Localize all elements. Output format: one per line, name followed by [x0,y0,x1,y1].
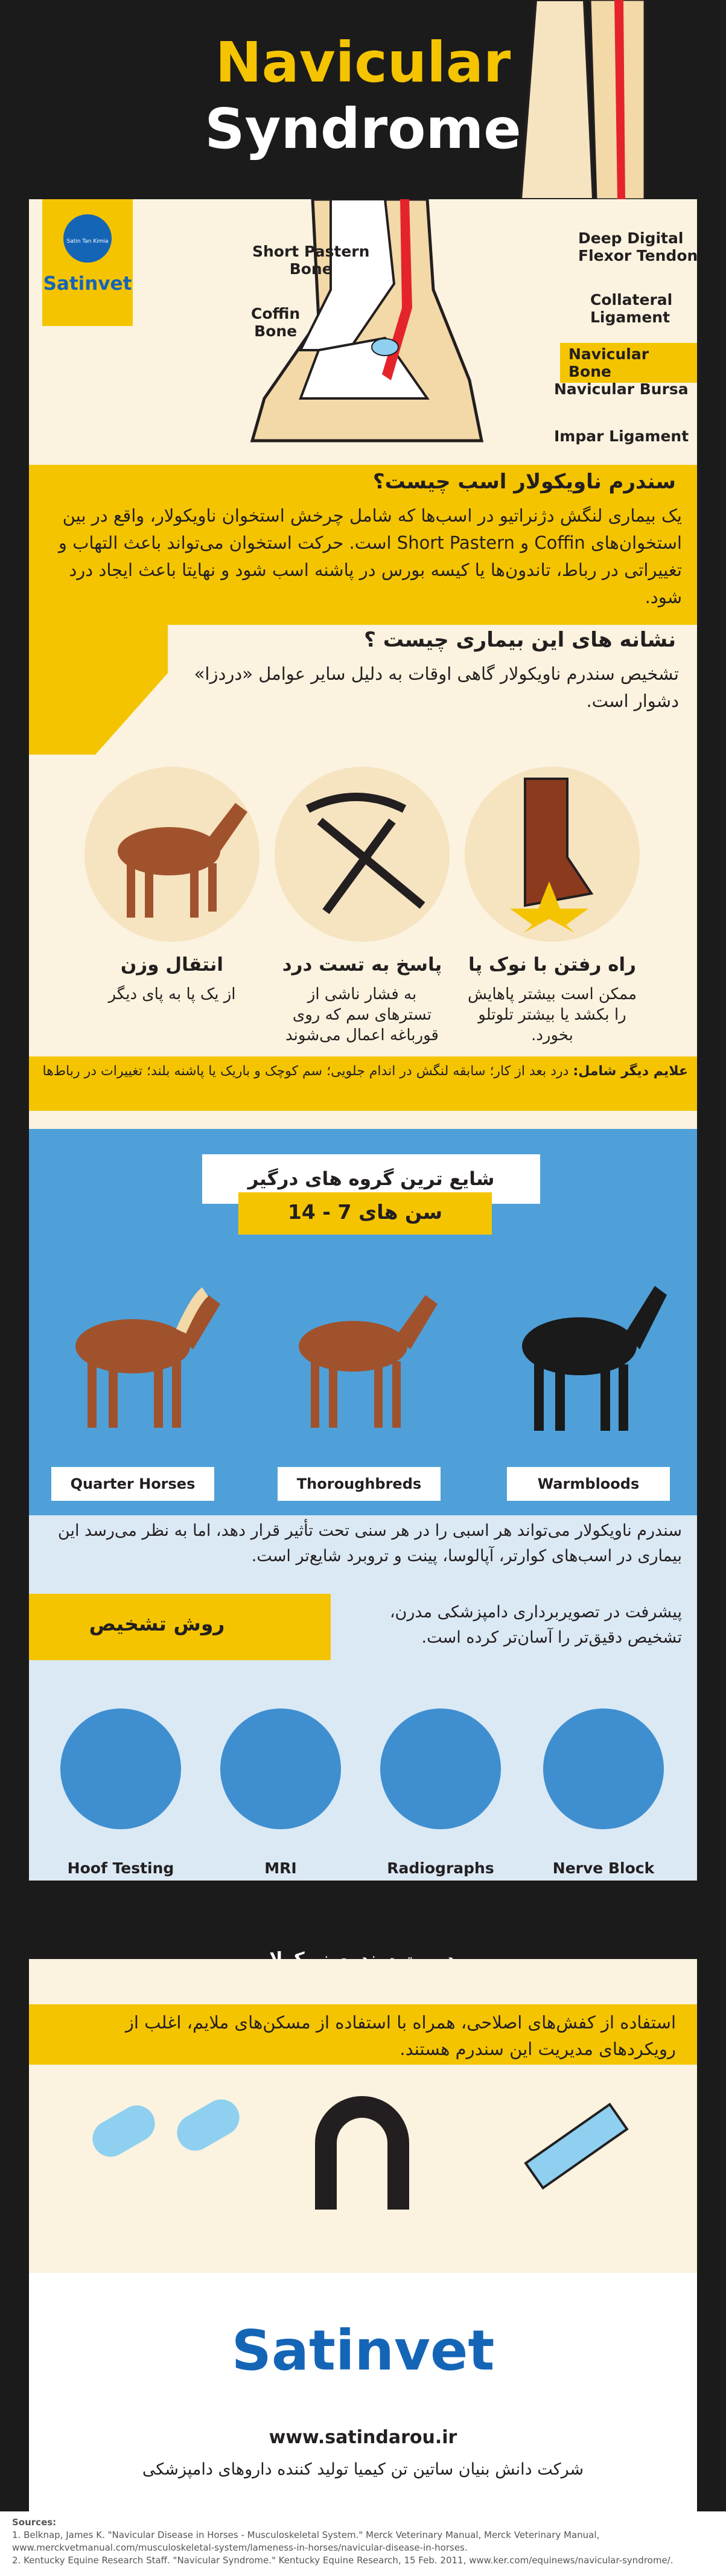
title-line-2: Syndrome [205,97,521,161]
diagnosis-body: پیشرفت در تصویربرداری دامپزشکی مدرن، تشخیص دقیق‌تر را آسان‌تر کرده است. [389,1603,682,1647]
symptom-title-1: راه رفتن با نوک پا [468,954,637,976]
breed-quarter: Quarter Horses [51,1467,214,1501]
other-signs-body: درد بعد از کار؛ سابقه لنگش در اندام جلویی؛ سم کوچک و باریک یا پاشنه بلند؛ تغییرات در رباط‌ها [42,1064,569,1079]
label-deep-digital: Deep Digital Flexor Tendon [578,229,698,264]
symptom-title-3: انتقال وزن [120,954,224,976]
anatomy-panel [29,199,697,465]
method-hoof-testing: Hoof Testing [67,1859,174,1877]
brand-badge [42,199,133,326]
title-block [29,0,697,199]
label-navicular-bursa: Navicular Bursa [554,380,689,398]
breed-thoroughbred: Thoroughbreds [278,1467,441,1501]
method-mri: MRI [264,1859,297,1877]
other-signs-label: علایم دیگر شامل: [573,1064,688,1079]
pills-icon [66,2089,260,2210]
symptom-body-3: از یک پا به پای دیگر [108,985,236,1003]
footer-logo: Satinvet [231,2318,495,2383]
what-heading: سندرم ناویکولار اسب چیست؟ [372,470,676,494]
method-nerve-block: Nerve Block [552,1859,655,1877]
badge-brand: Satinvet [43,273,132,295]
thoroughbred-icon [269,1280,450,1437]
badge-small-text: Satin Tan Kimia [66,238,109,244]
quarter-horse-icon [48,1280,229,1437]
sources [12,2516,712,2567]
diagnosis-label: روش تشخیص [89,1612,225,1635]
symptom-body-2: به فشار ناشی از تسترهای سم که روی قورباغه اعمال می‌شوند [285,985,439,1044]
source-2: 2. Kentucky Equine Research Staff. "Navicular Syndrome." Kentucky Equine Research, 15 Feb. 2011, www.ker.com/equinews/navicular-syndrome/. [12,2555,673,2566]
radiographs-icon [380,1708,501,1829]
syringe-icon [501,2083,658,2216]
nerve-block-icon [543,1708,664,1829]
mri-icon [220,1708,341,1829]
age-label: سن های 7 - 14 [287,1200,443,1224]
management-header-bg [29,1881,697,1959]
what-body: یک بیماری لنگش دژنراتیو در اسب‌ها که شامل چرخش استخوان ناویکولار، واقع در بین استخوان‌های Coffin و Short Pastern است. حرکت استخوان می‌تواند باعث التهاب و تغییراتی در رباط، تاندون‌ها یا کیسه بورس در پاشنه اسب شود و نهایتا باعث ایجاد درد شود. [58,505,682,607]
hoof-testing-icon [60,1708,181,1829]
label-collateral: Collateral Ligament [590,291,673,326]
sources-label: Sources: [12,2517,57,2528]
label-coffin: Coffin Bone [251,305,301,340]
footer-url[interactable]: www.satindarou.ir [269,2427,457,2448]
breed-warmblood: Warmbloods [507,1467,670,1501]
symptom-body-1: ممکن است بیشتر پاهایش را بکشد یا بیشتر تلوتلو بخورد. [467,985,637,1044]
groups-body: سندرم ناویکولار می‌تواند هر اسبی را در هر سنی تحت تأثیر قرار دهد، اما به نظر می‌رسد این بیماری در اسب‌های کوارتر، آپالوسا، پینت و تروبرد شایع‌تر است. [57,1521,682,1565]
warmblood-icon [495,1268,676,1437]
hoof-tester-icon [284,785,441,924]
horseshoe-icon [302,2077,422,2222]
label-navicular-bone: Navicular Bone [560,343,697,383]
leg-illustration [463,0,699,199]
yellow-arrow-decoration [29,625,168,755]
signs-body: تشخیص سندرم ناویکولار گاهی اوقات به دلیل سایر عوامل «دردزا» دشوار است. [194,663,679,711]
source-1: 1. Belknap, James K. "Navicular Disease in Horses - Musculoskeletal System." Merck Veterinary Manual, Merck Veterinary Manual, www.merckvetmanual.com/musculoskeletal-system/lameness-in-horses/navicular-disease-in-horses. [12,2530,600,2553]
footer-company: شرکت دانش بنیان ساتین تن کیمیا تولید کننده داروهای دامپزشکی [142,2460,584,2479]
horse-weight-icon [91,785,253,930]
method-radiographs: Radiographs [387,1859,494,1877]
other-signs-text [42,1061,688,1082]
label-short-pastern: Short Pastern Bone [252,243,370,278]
hoof-toe-icon [489,773,610,936]
management-body: استفاده از کفش‌های اصلاحی، همراه با استفاده از مسکن‌های ملایم، اغلب از رویکردهای مدیریت این سندرم هستند. [125,2012,676,2059]
groups-heading: شایع ترین گروه های درگیر [202,1154,540,1204]
signs-heading: نشانه های این بیماری چیست ؟ [364,628,676,652]
label-impar: Impar Ligament [554,427,689,445]
symptom-title-2: پاسخ به تست درد [282,954,442,976]
title-line-1: Navicular [215,30,511,95]
